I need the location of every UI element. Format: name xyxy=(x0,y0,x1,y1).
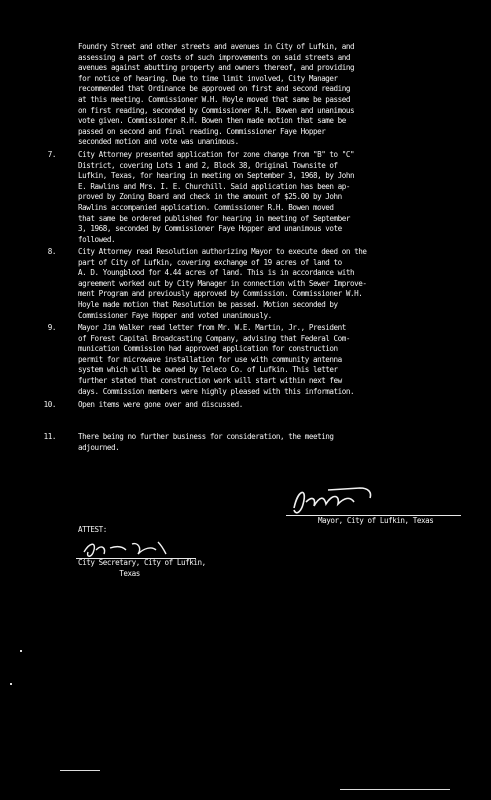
item-text: City Attorney presented application for zone change from "B" to "C" District, covering Lots 1 and 2, Block 38, Original Townsite of Lufkin, Texas, for hearing in meeting on September 3, 1968, by John E. Rawlins and Mrs. I. E. Churchill. Said application has been ap- proved by Zoning Board and check in the amount of $25.00 by John Rawlins accompanied application. Commissioner R.H. Bowen moved that same be ordered published for hearing in meeting of September 3, 1968, seconded by Commissioner Faye Hopper and unanimous vote followed. xyxy=(78,150,355,244)
item-text: Mayor Jim Walker read letter from Mr. W.E. Martin, Jr., President of Forest Capital Broadcasting Company, advising that Federal Com- munication Commission had approved application for construction permit for microwave installation for use with community antenna system which will be owned by Teleco Co. of Lufkin. This letter further stated that construction work will start within next few days. Commission members were highly pleased with this information. xyxy=(78,323,355,396)
item-text: Open items were gone over and discussed. xyxy=(78,400,243,409)
secretary-title: City Secretary, City of Lufkin, Texas xyxy=(78,558,206,578)
item-text: City Attorney read Resolution authorizing Mayor to execute deed on the part of City of Lufkin, covering exchange of 19 acres of land to A. D. Youngblood for 4.44 acres of land. This is in accordance with agreement worked out by City Manager in connection with Sewer Improve- ment Program and previously approved by Commission. Commissioner W.H. Hoyle made motion that Resolution be passed. Motion seconded by Commissioner Faye Hopper and voted unanimously. xyxy=(78,247,367,320)
scan-speck xyxy=(10,683,12,685)
carryover-paragraph: Foundry Street and other streets and avenues in City of Lufkin, and assessing a part of costs of such improvements on said streets and avenues against abutting property and owners thereof, and providing for notice of hearing. Due to time limit involved, City Manager recommended that Ordinance be approved on first and second reading at this meeting. Commissioner W.H. Hoyle moved that same be passed on first reading, seconded by Commissioner R.H. Bowen and unanimous vote given. Commissioner R.H. Bowen then made motion that same be passed on second and final reading. Commissioner Faye Hopper seconded motion and vote was unanimous. xyxy=(78,42,355,147)
scan-speck xyxy=(20,650,22,652)
item-number: 7. xyxy=(47,150,56,159)
attest-label: ATTEST: xyxy=(78,525,107,534)
item-number: 9. xyxy=(47,323,56,332)
item-number: 10. xyxy=(43,400,56,409)
item-number: 11. xyxy=(43,432,56,441)
mayor-title: Mayor, City of Lufkin, Texas xyxy=(318,516,434,525)
scan-speck xyxy=(60,770,100,771)
item-number: 8. xyxy=(47,247,56,256)
scan-speck xyxy=(340,789,450,790)
item-text: There being no further business for consideration, the meeting adjourned. xyxy=(78,432,334,452)
